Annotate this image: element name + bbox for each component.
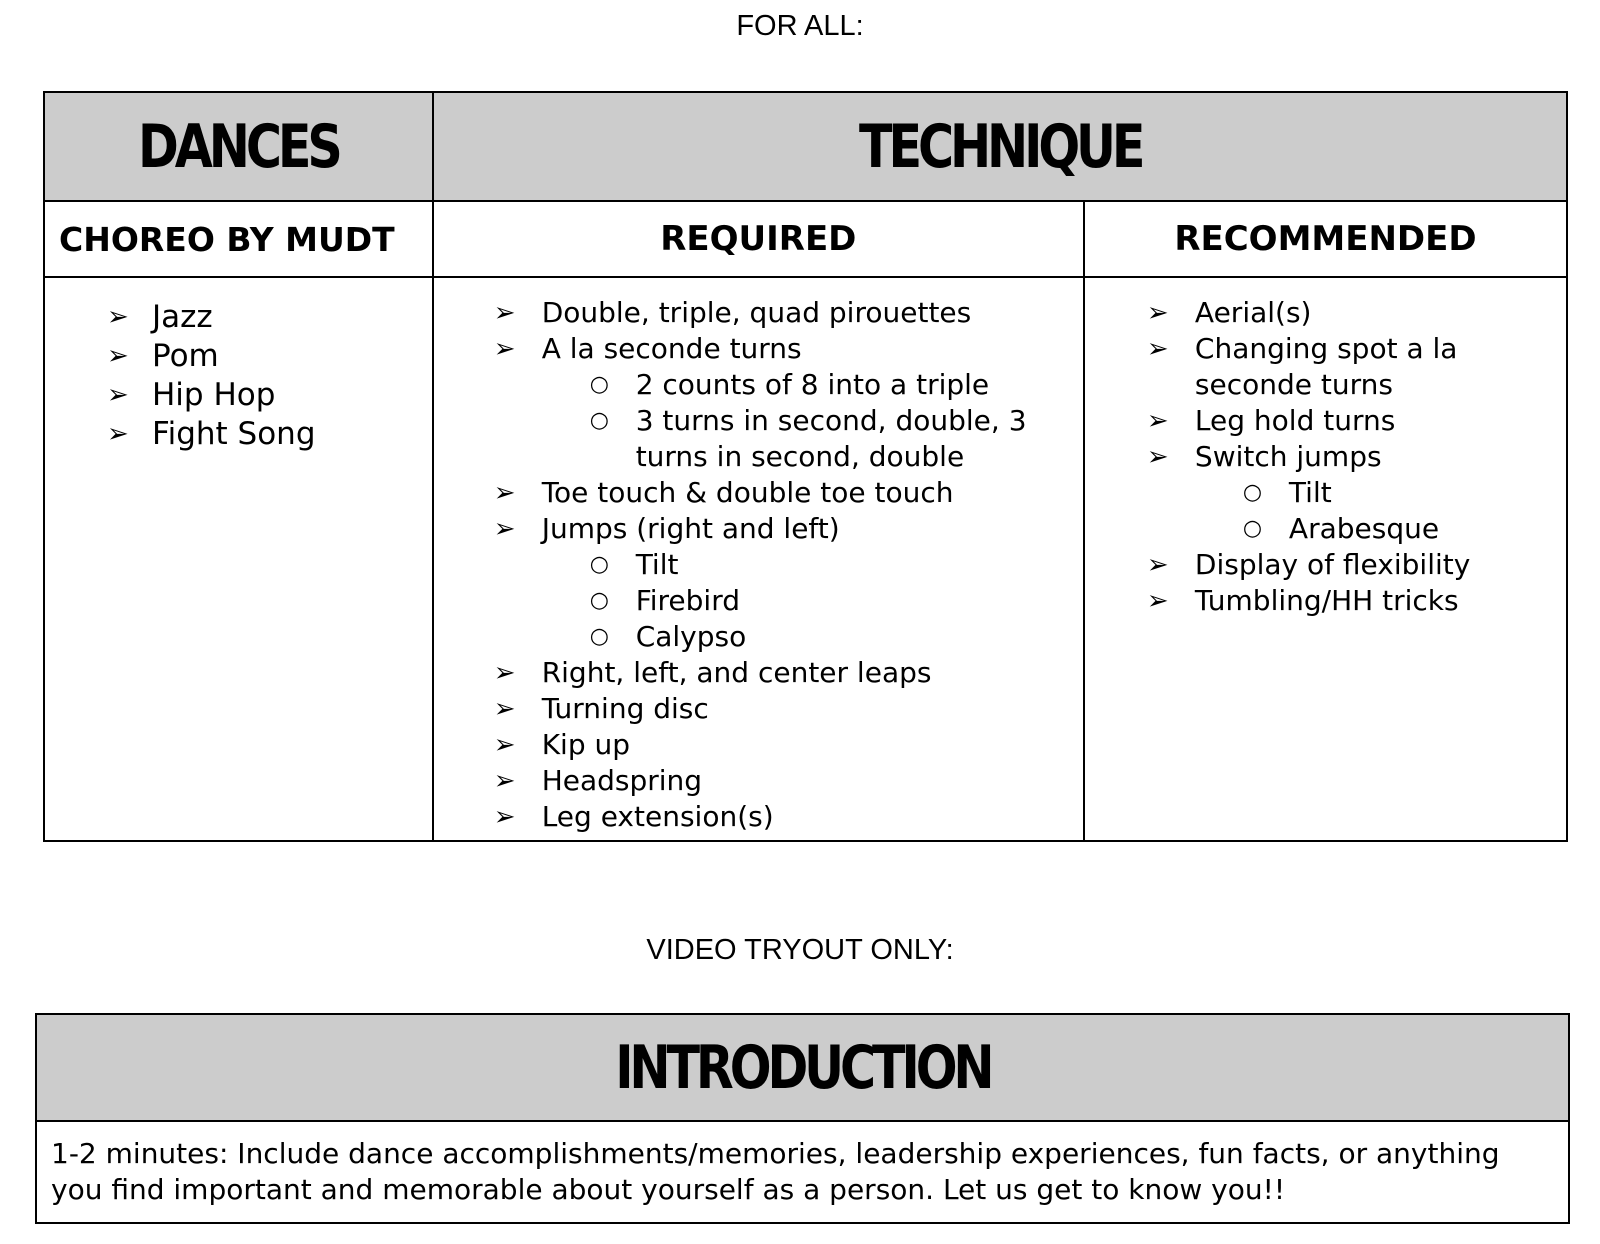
list-item-text: Toe touch & double toe touch bbox=[541, 476, 954, 509]
list-item-text: Display of flexibility bbox=[1194, 548, 1471, 581]
list-item bbox=[1085, 295, 1566, 331]
introduction-table bbox=[35, 1013, 1570, 1224]
list-item-text: 2 counts of 8 into a triple bbox=[635, 368, 990, 401]
technique-table bbox=[43, 91, 1568, 842]
introduction-text: 1-2 minutes: Include dance accomplishments/memories, leadership experiences, fun facts, or anything you find important and memorable about yourself as a person. Let us get to know you!! bbox=[36, 1121, 1569, 1223]
for-all-caption: FOR ALL: bbox=[736, 10, 864, 42]
circle-bullet-icon: ○ bbox=[589, 552, 609, 577]
list-item bbox=[434, 727, 1083, 763]
circle-bullet-icon: ○ bbox=[589, 408, 609, 433]
circle-bullet-icon: ○ bbox=[1242, 480, 1263, 505]
arrow-bullet-icon: ➢ bbox=[493, 730, 516, 760]
arrow-bullet-icon: ➢ bbox=[1146, 442, 1169, 472]
list-item bbox=[434, 475, 1083, 511]
list-item-text: Right, left, and center leaps bbox=[541, 656, 932, 689]
list-item-text: Tilt bbox=[635, 548, 679, 581]
arrow-bullet-icon: ➢ bbox=[107, 380, 129, 410]
technique-header bbox=[433, 92, 1567, 201]
arrow-bullet-icon: ➢ bbox=[1146, 550, 1169, 580]
list-item bbox=[45, 298, 432, 337]
list-item bbox=[434, 763, 1083, 799]
arrow-bullet-icon: ➢ bbox=[493, 658, 516, 688]
arrow-bullet-icon: ➢ bbox=[107, 341, 129, 371]
introduction-header bbox=[36, 1014, 1569, 1121]
list-item-text: Pom bbox=[152, 338, 219, 374]
list-item bbox=[434, 655, 1083, 691]
list-item-text: Switch jumps bbox=[1194, 440, 1382, 473]
arrow-bullet-icon: ➢ bbox=[1146, 406, 1169, 436]
circle-bullet-icon: ○ bbox=[1242, 516, 1263, 541]
arrow-bullet-icon: ➢ bbox=[1146, 298, 1169, 328]
list-item bbox=[45, 337, 432, 376]
technique-header-text: TECHNIQUE bbox=[858, 111, 1142, 182]
list-subitem bbox=[434, 583, 1083, 619]
recommended-list bbox=[1085, 278, 1566, 619]
list-item-text: Fight Song bbox=[152, 416, 316, 452]
list-subitem bbox=[434, 619, 1083, 655]
list-item-text: Headspring bbox=[541, 764, 703, 797]
list-item-text: Jumps (right and left) bbox=[541, 512, 840, 545]
list-item-text: Kip up bbox=[541, 728, 631, 761]
list-item bbox=[1085, 403, 1566, 439]
list-item bbox=[434, 799, 1083, 835]
arrow-bullet-icon: ➢ bbox=[107, 419, 129, 449]
arrow-bullet-icon: ➢ bbox=[1146, 334, 1169, 364]
arrow-bullet-icon: ➢ bbox=[493, 298, 516, 328]
list-item bbox=[1085, 439, 1566, 475]
circle-bullet-icon: ○ bbox=[589, 372, 609, 397]
list-item bbox=[1085, 583, 1566, 619]
list-item-text: Calypso bbox=[635, 620, 747, 653]
required-cell bbox=[433, 277, 1084, 841]
list-item-text: Hip Hop bbox=[152, 377, 276, 413]
arrow-bullet-icon: ➢ bbox=[493, 334, 516, 364]
dances-cell bbox=[44, 277, 433, 841]
arrow-bullet-icon: ➢ bbox=[1146, 586, 1169, 616]
list-item-text: Leg extension(s) bbox=[541, 800, 774, 833]
list-item-text: Double, triple, quad pirouettes bbox=[541, 296, 972, 329]
dances-header bbox=[44, 92, 433, 201]
recommended-subheader: RECOMMENDED bbox=[1084, 201, 1567, 277]
circle-bullet-icon: ○ bbox=[589, 624, 609, 649]
list-subitem bbox=[434, 403, 1083, 475]
dances-header-text: DANCES bbox=[138, 111, 339, 182]
video-tryout-caption: VIDEO TRYOUT ONLY: bbox=[646, 934, 954, 966]
list-item-text: Tumbling/HH tricks bbox=[1194, 584, 1459, 617]
list-item-text: Arabesque bbox=[1288, 512, 1440, 545]
list-item bbox=[434, 511, 1083, 547]
arrow-bullet-icon: ➢ bbox=[493, 478, 516, 508]
list-subitem bbox=[1085, 475, 1566, 511]
required-subheader: REQUIRED bbox=[433, 201, 1084, 277]
dances-list bbox=[45, 278, 432, 454]
list-item-text: Changing spot a la seconde turns bbox=[1194, 332, 1458, 401]
arrow-bullet-icon: ➢ bbox=[493, 766, 516, 796]
recommended-cell bbox=[1084, 277, 1567, 841]
list-item-text: 3 turns in second, double, 3 turns in second, double bbox=[635, 404, 1027, 473]
arrow-bullet-icon: ➢ bbox=[493, 514, 516, 544]
list-item-text: Aerial(s) bbox=[1194, 296, 1312, 329]
choreo-subheader: CHOREO BY MUDT bbox=[44, 201, 433, 277]
arrow-bullet-icon: ➢ bbox=[493, 694, 516, 724]
list-item-text: Tilt bbox=[1288, 476, 1332, 509]
list-item bbox=[434, 295, 1083, 331]
list-item bbox=[1085, 331, 1566, 403]
list-item-text: A la seconde turns bbox=[541, 332, 802, 365]
introduction-header-text: INTRODUCTION bbox=[614, 1032, 991, 1103]
circle-bullet-icon: ○ bbox=[589, 588, 609, 613]
list-item bbox=[45, 376, 432, 415]
arrow-bullet-icon: ➢ bbox=[493, 802, 516, 832]
list-subitem bbox=[1085, 511, 1566, 547]
list-item bbox=[434, 691, 1083, 727]
list-item-text: Firebird bbox=[635, 584, 741, 617]
list-item-text: Jazz bbox=[152, 299, 213, 335]
list-item bbox=[434, 331, 1083, 367]
list-item bbox=[45, 415, 432, 454]
list-item-text: Leg hold turns bbox=[1194, 404, 1396, 437]
required-list bbox=[434, 278, 1083, 835]
list-item bbox=[1085, 547, 1566, 583]
list-subitem bbox=[434, 367, 1083, 403]
arrow-bullet-icon: ➢ bbox=[107, 302, 129, 332]
list-item-text: Turning disc bbox=[541, 692, 709, 725]
list-subitem bbox=[434, 547, 1083, 583]
